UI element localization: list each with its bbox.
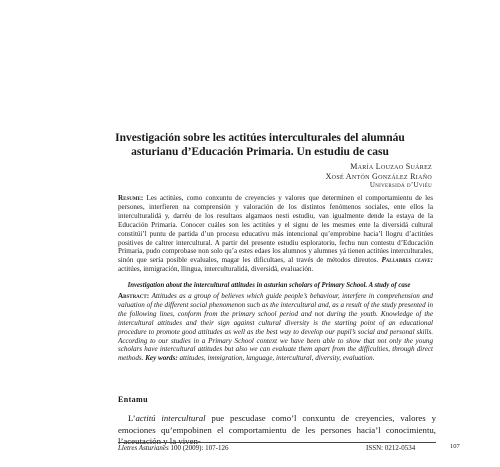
- author-2: Xosé Antón González Riaño: [325, 171, 432, 181]
- author-block: [326, 162, 432, 191]
- english-keywords-label: Key words:: [145, 354, 178, 363]
- author-1: María Louzao Suárez: [350, 162, 432, 171]
- english-abstract-text: Attitudes as a group of believes which guide people’s behaviour, interfere in comprehension and valuation of the different social phenomenon such as the intercultural and, as a result of the study presented in the following lines, conform from the primary school period and not during the youth. Knowledge of the intercultural attitudes and their sign against cultural diversity is the starting point of an educational procedure to promote good attitudes as well as the best way to develop our pupil’s social and personal skills. According to our studies in a Primary School context we have been able to show that not only the young scholars have intercultural attitudes but also we can evaluate them apart from the difficulties, through direct methods.: [118, 292, 433, 363]
- body-emphasis: actitú intercultural: [135, 413, 206, 423]
- title-line-2: asturianu d’Educación Primaria. Un estudiu de casu: [131, 146, 389, 158]
- english-abstract-label: Abstract:: [118, 292, 150, 300]
- footer-citation: [118, 444, 228, 452]
- footer-rule: [118, 442, 436, 443]
- english-keywords: attitudes, immigration, language, intercultural, diversity, evaluation.: [179, 354, 375, 363]
- keywords-label: Pallabres clave:: [381, 256, 433, 265]
- english-title: Investigation about the intercultural attitudes in asturian scholars of Primary School. A study of case: [127, 282, 411, 289]
- title-line-1: Investigación sobre les actitúes interculturales del alumnáu: [115, 132, 405, 144]
- journal-issue: 100 (2009): 107-126: [170, 444, 229, 452]
- issn: ISSN: 0212-0534: [366, 444, 416, 452]
- body-text: pue pescudase como’l conxuntu de creyencies, valores y emociones qu’empobinen el comportamientu de les persones hacia’l conocimientu, l’aceutación y la viven-: [118, 413, 436, 446]
- affiliation: Universidá d’Uviéu: [369, 181, 432, 189]
- section-heading: Entamu: [118, 395, 148, 404]
- abstract-label: Resume:: [118, 194, 144, 202]
- body-lead: L’: [128, 413, 136, 423]
- abstract: [118, 194, 433, 274]
- journal-name: Lletres Asturianes: [118, 444, 169, 452]
- abstract-text: Les actitúes, como conxuntu de creyencies y valores que determinen el comportamientu de les persones, interfieren na comprensión y valoración de los distintos fenómenos sociales, ente ellos la interculturalidá y, darréu de los resultaos algamaos nesti estudiu, van igualmente dende la estaya de la Educación Primaria. Conocer cuáles son les actitúes y el signu de les mesmes ente la diversidá cultural constitúi’l puntu de partida d’un procesu educativu más intencional qu’emprobine hacia’l llogru d’actitúes positives de caltrer intercultural. A partir del presente estudiu esploratoriu, fechu nun contestu d’Educación Primaria, pudo comprobase non solo qu’a estes edaes los alumnos y alumnes yá tienen actitúes interculturales, sinón que sería posible evaluales, magar les dificultaes, al través de métodos direutos.: [118, 194, 434, 265]
- article-title: [90, 131, 430, 159]
- page-number: 107: [450, 443, 460, 450]
- keywords: actitúes, inmigración, llingua, interculturalidá, diversidá, evaluación.: [118, 265, 314, 274]
- english-abstract: [118, 292, 433, 363]
